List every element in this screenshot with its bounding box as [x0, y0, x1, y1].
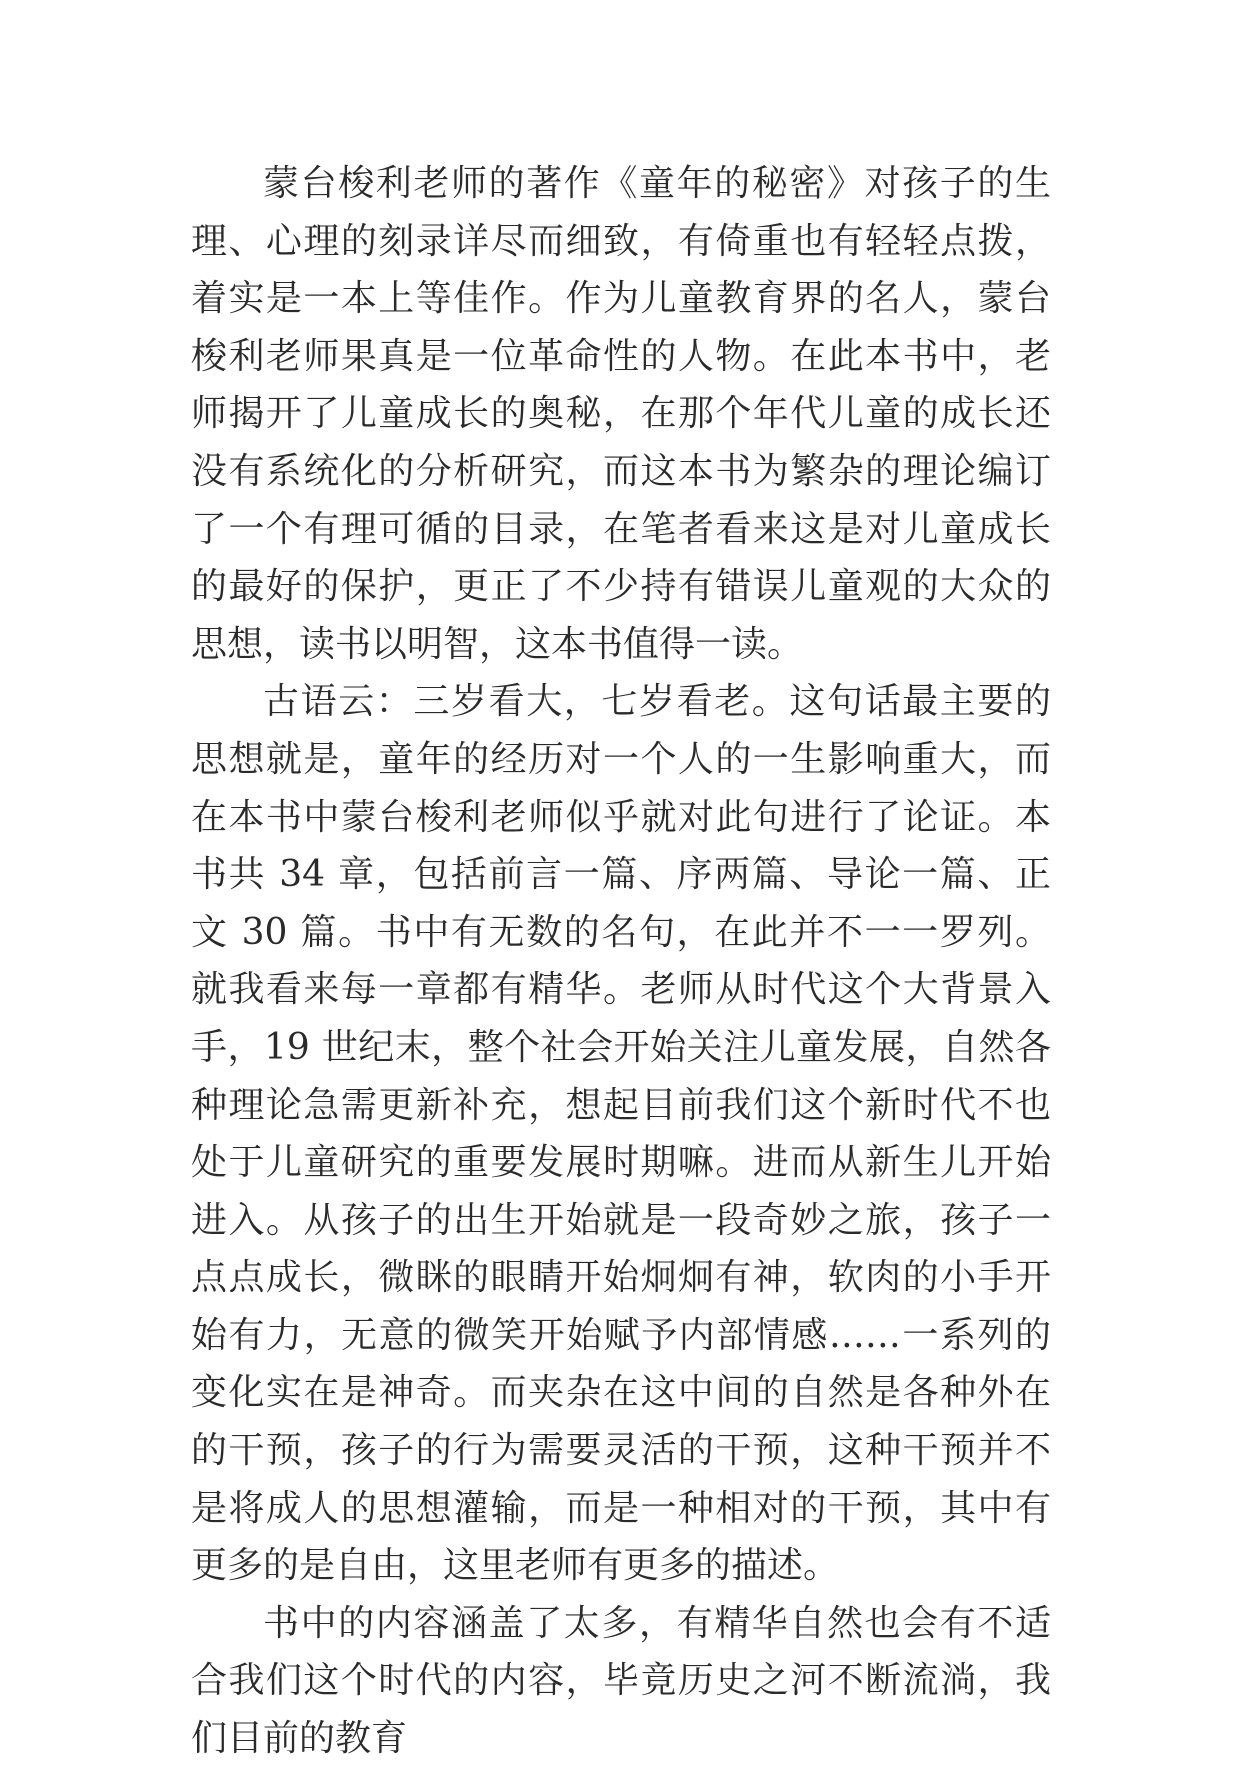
paragraph: 古语云：三岁看大，七岁看老。这句话最主要的思想就是，童年的经历对一个人的一生影响重大，而在本书中蒙台梭利老师似乎就对此句进行了论证。本书共 34 章，包括前言一篇、序两篇、导论一篇、正文 30 篇。书中有无数的名句，在此并不一一罗列。就我看来每一章都有精华。老师从时代这个大背景入手，19 世纪末，整个社会开始关注儿童发展，自然各种理论急需更新补充，想起目前我们这个新时代不也处于儿童研究的重要发展时期嘛。进而从新生儿开始进入。从孩子的出生开始就是一段奇妙之旅，孩子一点点成长，微眯的眼睛开始炯炯有神，软肉的小手开始有力，无意的微笑开始赋予内部情感……一系列的变化实在是神奇。而夹杂在这中间的自然是各种外在的干预，孩子的行为需要灵活的干预，这种干预并不是将成人的思想灌输，而是一种相对的干预，其中有更多的是自由，这里老师有更多的描述。 — [191, 681, 1051, 1587]
paragraph: 蒙台梭利老师的著作《童年的秘密》对孩子的生理、心理的刻录详尽而细致，有倚重也有轻轻点拨，着实是一本上等佳作。作为儿童教育界的名人，蒙台梭利老师果真是一位革命性的人物。在此本书中，老师揭开了儿童成长的奥秘，在那个年代儿童的成长还没有系统化的分析研究，而这本书为繁杂的理论编订了一个有理可循的目录，在笔者看来这是对儿童成长的最好的保护，更正了不少持有错误儿童观的大众的思想，读书以明智，这本书值得一读。 — [191, 163, 1051, 665]
body-text — [191, 155, 1051, 1768]
paragraph: 书中的内容涵盖了太多，有精华自然也会有不适合我们这个时代的内容，毕竟历史之河不断流淌，我们目前的教育 — [191, 1602, 1051, 1760]
